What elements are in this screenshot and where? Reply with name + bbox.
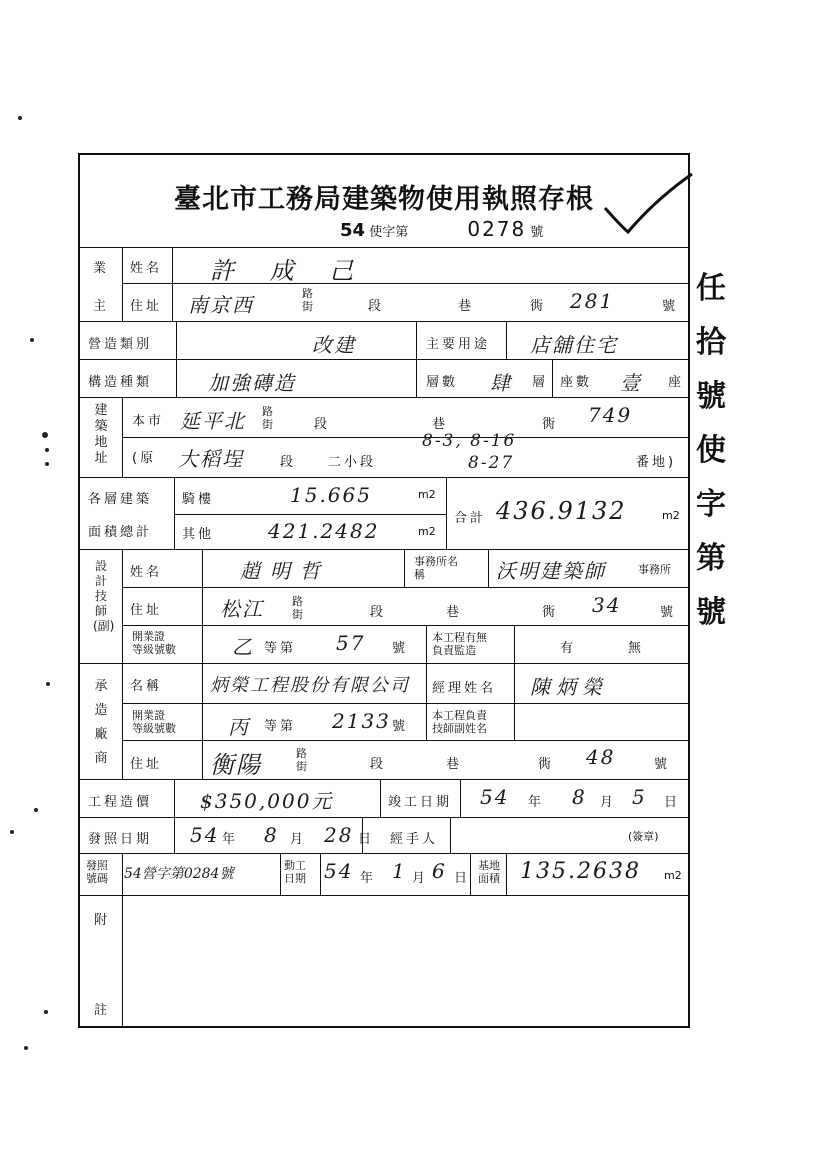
completion-month: 8 [572,785,587,809]
designer-name-label: 姓名 [130,565,163,580]
lot-label: 番地) [636,455,677,470]
remarks-label-1: 附 [94,913,111,928]
site-lane-label: 巷 [432,417,449,432]
issue-day: 28 [324,823,354,847]
main-use: 店舖住宅 [530,333,618,357]
designer-alley-label: 衖 [542,605,559,620]
road-street-label: 路 街 [302,287,313,313]
contractor-license-unit: 號 [392,719,409,734]
start-month: 1 [392,859,407,883]
total-unit: m2 [662,509,680,522]
orig-section: 大稻埕 [178,447,244,471]
designer-road-street: 路 街 [292,595,303,621]
contractor-number: 48 [586,745,616,769]
completion-month-unit: 月 [600,795,617,810]
site-label: 建築地址 [94,403,108,466]
issue-no-label: 發照 號碼 [86,859,108,885]
issue-date-label: 發照日期 [88,832,153,847]
manager-label: 經理姓名 [432,681,497,696]
contractor-alley-label: 衖 [538,757,555,772]
lane-label: 巷 [458,299,475,314]
structure: 加強磚造 [208,371,296,395]
number-label: 號 [662,299,679,314]
build-type: 改建 [312,333,356,357]
main-use-label: 主要用途 [426,337,491,352]
owner-name: 許 成 己 [210,257,368,285]
issue-year-unit: 年 [222,832,239,847]
site-lots-2: 8-27 [468,453,515,473]
supervise-label: 本工程有無 負責監造 [432,631,487,657]
issue-year: 54 [190,823,220,847]
remarks-label-2: 註 [94,1003,111,1018]
permit-form [78,153,690,1028]
start-year: 54 [324,859,354,883]
contractor-grade: 丙 [228,715,250,739]
owner-label-2: 主 [93,299,110,314]
roof-label: 騎樓 [182,492,215,507]
site-alley-label: 衖 [542,417,559,432]
floor-unit: 層 [532,375,549,390]
other-label: 其他 [182,527,215,542]
orig-label: (原 [132,451,157,466]
site-road-street: 路 街 [262,405,273,431]
completion-date-label: 竣工日期 [388,795,453,810]
contractor-section-label: 段 [370,757,387,772]
orig-section-label: 段 [280,455,297,470]
office-suffix: 事務所 [638,563,671,576]
cost: $350,000元 [200,789,334,813]
seat-unit: 座 [668,375,685,390]
form-title: 臺北市工務局建築物使用執照存根 [174,184,594,215]
issue-month: 8 [264,823,279,847]
contractor-manager: 陳炳榮 [530,675,608,699]
start-date-label: 動工 日期 [284,859,306,885]
city-label: 本市 [132,414,165,429]
land-area-unit: m2 [664,869,682,882]
office-label: 事務所名稱 [414,555,458,581]
site-section-label: 段 [314,417,331,432]
issue-no: 54營字第0284號 [124,866,234,882]
floors-label: 層數 [426,375,459,390]
roof-area: 15.665 [290,483,372,507]
contractor-license-label: 開業證 等級號數 [132,709,176,735]
owner-number: 281 [570,289,615,313]
license-label: 開業證 等級號數 [132,630,176,656]
permit-number: 54 使字第 0278 號 [340,217,544,241]
floors: 肆 [490,371,512,395]
completion-day-unit: 日 [664,795,681,810]
handler-label: 經手人 [390,832,439,847]
contractor-name: 炳榮工程股份有限公司 [210,675,410,696]
designer-lane-label: 巷 [446,605,463,620]
seats-label: 座數 [560,375,593,390]
land-area-label: 基地 面積 [478,859,500,885]
sum-label: 合計 [454,511,487,526]
total-area: 436.9132 [496,497,627,525]
cost-label: 工程造價 [88,795,153,810]
designer-name: 趙明哲 [240,559,330,583]
sign-label: (簽章) [628,830,659,843]
build-type-label: 營造類別 [88,337,153,352]
start-year-unit: 年 [360,871,377,886]
site-lots: 8-3, 8-16 [422,431,517,451]
roof-unit: m2 [418,488,436,501]
contractor-road-street: 路 街 [296,747,307,773]
designer-number: 34 [592,593,622,617]
designer-label: 設計技師(副) [93,559,115,633]
other-area: 421.2482 [268,519,380,543]
contractor-grade-label: 等第 [264,719,297,734]
floor-area-label-1: 各層建築 [88,492,153,507]
address-label: 住址 [130,299,163,314]
tech-label: 本工程負責 技師副姓名 [432,709,487,735]
owner-road: 南京西 [188,293,254,317]
issue-month-unit: 月 [290,832,307,847]
designer-grade: 乙 [232,635,254,659]
margin-note: 任拾號使字第 號 [696,271,726,630]
contractor-label: 承造廠商 [94,679,108,766]
start-day-unit: 日 [454,871,471,886]
other-unit: m2 [418,525,436,538]
site-road: 延平北 [180,409,246,433]
designer-office: 沃明建築師 [496,559,606,583]
contractor-address: 衡陽 [210,751,262,779]
structure-label: 構造種類 [88,375,153,390]
designer-section-label: 段 [370,605,387,620]
alley-label: 衖 [530,299,547,314]
site-number: 749 [588,403,633,427]
designer-number-label: 號 [660,605,677,620]
owner-label-1: 業 [93,261,110,276]
designer-license-unit: 號 [392,641,409,656]
contractor-number-label: 號 [654,757,671,772]
contractor-license: 2133 [332,709,391,733]
completion-day: 5 [632,785,647,809]
contractor-lane-label: 巷 [446,757,463,772]
supervise-no: 無 [628,641,645,656]
designer-license: 57 [336,631,366,655]
contractor-name-label: 名稱 [130,679,163,694]
supervise-yes: 有 [560,641,577,656]
issue-day-unit: 日 [358,832,375,847]
seats: 壹 [620,371,642,395]
subsection-label: 二小段 [328,455,377,470]
start-day: 6 [432,859,447,883]
designer-grade-label: 等第 [264,641,297,656]
designer-address-label: 住址 [130,603,163,618]
section-label: 段 [368,299,385,314]
land-area: 135.2638 [520,859,641,884]
name-label: 姓名 [130,261,163,276]
completion-year-unit: 年 [528,795,545,810]
contractor-address-label: 住址 [130,757,163,772]
floor-area-label-2: 面積總計 [88,525,153,540]
start-month-unit: 月 [412,871,429,886]
designer-address: 松江 [220,597,264,621]
completion-year: 54 [480,785,510,809]
